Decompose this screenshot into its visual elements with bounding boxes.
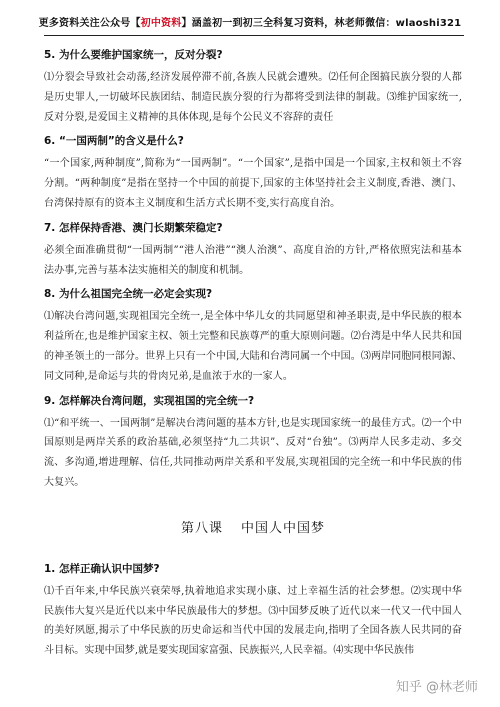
answer-paragraph: 必须全面准确贯彻“一国两制”“港人治港”“澳人治澳”、高度自治的方针,严格依照宪法和基本法办事,完善与基本法实施相关的制度和机制。	[44, 244, 462, 276]
document-body	[44, 48, 462, 668]
header-highlight: 初中资料	[140, 18, 182, 29]
question-heading: 1. 怎样正确认识中国梦?	[44, 562, 160, 575]
section-q9	[44, 394, 462, 493]
section-q5	[44, 48, 462, 127]
lesson-name: 中国人中国梦	[241, 520, 326, 536]
header-prefix: 更多资料关注公众号【	[38, 18, 141, 29]
lesson-title	[44, 517, 462, 536]
section-q6	[44, 134, 462, 213]
header-suffix: 】涵盖初一到初三全科复习资料，林老师微信：wlaoshi321	[181, 18, 462, 29]
answer-paragraph: ⑴解决台湾问题,实现祖国完全统一,是全体中华儿女的共同愿望和神圣职责,是中华民族的根本利益所在,也是维护国家主权、领土完整和民族尊严的重大原则问题。⑵台湾是中华人民共和国的神圣领土的一部分。世界上只有一个中国,大陆和台湾同属一个中国。⑶两岸同胞同根同源、同文同种,是命运与共的骨肉兄弟,是血浓于水的一家人。	[44, 311, 462, 382]
lesson-number: 第八课	[180, 520, 223, 536]
page-header	[0, 14, 500, 29]
section-l8-q1	[44, 562, 462, 661]
answer-paragraph: ⑴千百年来,中华民族兴衰荣辱,执着地追求实现小康、过上幸福生活的社会梦想。⑵实现中华民族伟大复兴是近代以来中华民族最伟大的梦想。⑶中国梦反映了近代以来一代又一代中国人的美好夙愿,揭示了中华民族的历史命运和当代中国的发展走向,指明了全国各族人民共同的奋斗目标。实现中国梦,就是要实现国家富强、民族振兴,人民幸福。⑷实现中华民族伟	[44, 585, 462, 657]
answer-paragraph: ⑴分裂会导致社会动荡,经济发展停滞不前,各族人民就会遭殃。⑵任何企图搞民族分裂的人都是历史罪人,一切破坏民族团结、制造民族分裂的行为都将受到法律的制裁。⑶维护国家统一,反对分裂,是爱国主义精神的具体体现,是每个公民义不容辞的责任	[44, 72, 462, 123]
question-heading: 5. 为什么要维护国家统一，反对分裂?	[44, 49, 223, 61]
section-q8	[44, 287, 462, 386]
question-heading: 8. 为什么祖国完全统一必定会实现?	[44, 288, 213, 301]
section-q7	[44, 221, 462, 281]
header-rule	[44, 35, 464, 36]
answer-paragraph: “一个国家,两种制度”,简称为“一国两制”。“一个国家”,是指中国是一个国家,主权和领土不容分割。“两种制度”是指在坚持一个中国的前提下,国家的主体坚持社会主义制度,香港、澳门、台湾保持原有的资本主义制度和生活方式长期不变,实行高度自治。	[44, 158, 462, 209]
question-heading: 6. “一国两制”的含义是什么?	[44, 135, 184, 148]
question-heading: 7. 怎样保持香港、澳门长期繁荣稳定?	[44, 221, 223, 234]
answer-paragraph: ⑴“和平统一、一国两制”是解决台湾问题的基本方针,也是实现国家统一的最佳方式。⑵一个中国原则是两岸关系的政治基础,必须坚持“九二共识”、反对“台独”。⑶两岸人民多走动、多交流、多沟通,增进理解、信任,共同推动两岸关系和平发展,实现祖国的完全统一和中华民族的伟大复兴。	[44, 417, 462, 488]
watermark: 知乎 @林老师	[395, 680, 478, 695]
question-heading: 9. 怎样解决台湾问题，实现祖国的完全统一?	[44, 394, 255, 407]
